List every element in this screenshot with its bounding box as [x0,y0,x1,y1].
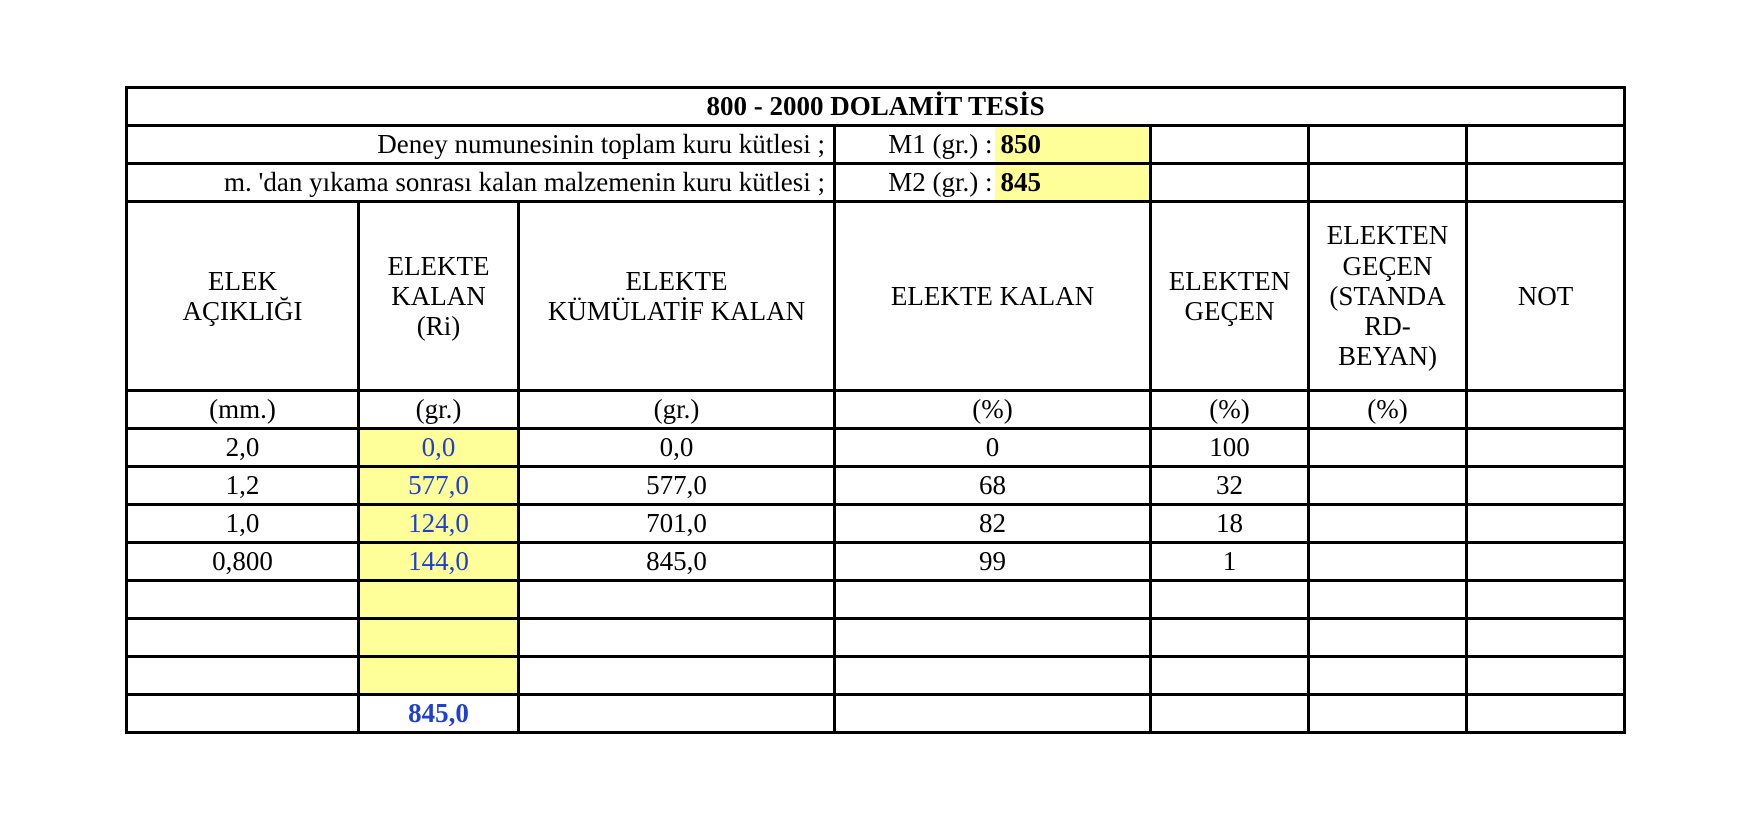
header-line: (Ri) [416,311,461,342]
passing-cell[interactable]: 1 [1151,543,1309,581]
empty-table-row [127,619,1625,657]
empty-cell[interactable] [127,581,359,619]
sieve-analysis-table [125,86,1626,734]
header-elekte-kalan-ri [359,202,519,391]
empty-cell[interactable] [1151,695,1309,733]
empty-cell[interactable] [835,581,1151,619]
aperture-cell[interactable]: 0,800 [127,543,359,581]
unit-row [127,391,1625,429]
header-line: KÜMÜLATİF KALAN [547,296,806,326]
cumulative-cell[interactable]: 577,0 [519,467,835,505]
standard-cell[interactable] [1309,429,1467,467]
unit-cell: (%) [835,391,1151,429]
header-elek-acikligi [127,202,359,391]
header-line: KALAN [391,280,486,311]
empty-cell[interactable] [1467,657,1625,695]
retained-pct-cell[interactable]: 0 [835,429,1151,467]
empty-cell[interactable] [519,695,835,733]
unit-cell: (gr.) [359,391,519,429]
header-line: ELEKTEN [1168,265,1291,296]
table-row [127,467,1625,505]
table-row [127,429,1625,467]
m1-value-cell[interactable]: 850 [995,126,1151,164]
aperture-cell[interactable]: 2,0 [127,429,359,467]
not-cell[interactable] [1467,429,1625,467]
header-line: (STANDA [1329,280,1446,311]
empty-cell[interactable] [1309,695,1467,733]
empty-table-row [127,581,1625,619]
retained-input-cell[interactable]: 124,0 [359,505,519,543]
header-line: AÇIKLIĞI [182,296,303,326]
empty-cell[interactable] [1309,126,1467,164]
passing-cell[interactable]: 32 [1151,467,1309,505]
standard-cell[interactable] [1309,543,1467,581]
empty-cell[interactable] [127,619,359,657]
header-elekte-kalan-pct: ELEKTE KALAN [835,202,1151,391]
header-line: ELEKTE [387,250,490,281]
retained-input-cell[interactable]: 0,0 [359,429,519,467]
empty-table-row [127,657,1625,695]
empty-cell[interactable] [127,657,359,695]
unit-cell: (%) [1309,391,1467,429]
header-line: GEÇEN [1184,296,1275,326]
header-line: ELEKTE [625,265,728,296]
cumulative-cell[interactable]: 701,0 [519,505,835,543]
m2-label: m. 'dan yıkama sonrası kalan malzemenin kuru kütlesi ; [127,164,835,202]
cumulative-cell[interactable]: 845,0 [519,543,835,581]
header-standard-beyan [1309,202,1467,391]
empty-cell[interactable] [835,657,1151,695]
empty-cell[interactable] [1151,126,1309,164]
empty-cell[interactable] [1467,164,1625,202]
empty-cell[interactable] [1309,164,1467,202]
empty-cell[interactable] [127,695,359,733]
header-line: ELEKTEN [1326,220,1449,251]
total-retained-cell[interactable]: 845,0 [359,695,519,733]
m1-label: Deney numunesinin toplam kuru kütlesi ; [127,126,835,164]
header-line: GEÇEN [1342,250,1433,281]
m2-key: M2 (gr.) : [835,164,995,202]
empty-cell[interactable] [835,695,1151,733]
header-kumulatif-kalan [519,202,835,391]
header-row [127,202,1625,391]
empty-cell[interactable] [1467,581,1625,619]
empty-cell[interactable] [519,581,835,619]
passing-cell[interactable]: 18 [1151,505,1309,543]
retained-input-cell[interactable] [359,619,519,657]
empty-cell[interactable] [519,619,835,657]
title-row [127,88,1625,126]
empty-cell[interactable] [1151,581,1309,619]
header-line: RD- [1364,311,1411,342]
m1-key: M1 (gr.) : [835,126,995,164]
retained-pct-cell[interactable]: 82 [835,505,1151,543]
empty-cell[interactable] [519,657,835,695]
empty-cell[interactable] [1467,619,1625,657]
unit-cell: (%) [1151,391,1309,429]
empty-cell[interactable] [1309,657,1467,695]
total-row [127,695,1625,733]
not-cell[interactable] [1467,543,1625,581]
unit-cell [1467,391,1625,429]
sheet-title: 800 - 2000 DOLAMİT TESİS [127,88,1625,126]
not-cell[interactable] [1467,505,1625,543]
m2-row [127,164,1625,202]
empty-cell[interactable] [1309,581,1467,619]
empty-cell[interactable] [835,619,1151,657]
retained-input-cell[interactable]: 577,0 [359,467,519,505]
cumulative-cell[interactable]: 0,0 [519,429,835,467]
passing-cell[interactable]: 100 [1151,429,1309,467]
retained-pct-cell[interactable]: 68 [835,467,1151,505]
m1-row [127,126,1625,164]
header-line: BEYAN) [1338,341,1437,372]
standard-cell[interactable] [1309,467,1467,505]
table-row [127,505,1625,543]
empty-cell[interactable] [1467,695,1625,733]
retained-input-cell[interactable]: 144,0 [359,543,519,581]
standard-cell[interactable] [1309,505,1467,543]
aperture-cell[interactable]: 1,0 [127,505,359,543]
empty-cell[interactable] [1151,657,1309,695]
unit-cell: (gr.) [519,391,835,429]
retained-input-cell[interactable] [359,581,519,619]
m2-value-cell[interactable]: 845 [995,164,1151,202]
not-cell[interactable] [1467,467,1625,505]
header-not: NOT [1467,202,1625,391]
empty-cell[interactable] [1151,164,1309,202]
aperture-cell[interactable]: 1,2 [127,467,359,505]
unit-cell: (mm.) [127,391,359,429]
header-elekten-gecen [1151,202,1309,391]
table-row [127,543,1625,581]
empty-cell[interactable] [1467,126,1625,164]
retained-input-cell[interactable] [359,657,519,695]
retained-pct-cell[interactable]: 99 [835,543,1151,581]
empty-cell[interactable] [1309,619,1467,657]
header-line: ELEK [208,265,277,296]
empty-cell[interactable] [1151,619,1309,657]
